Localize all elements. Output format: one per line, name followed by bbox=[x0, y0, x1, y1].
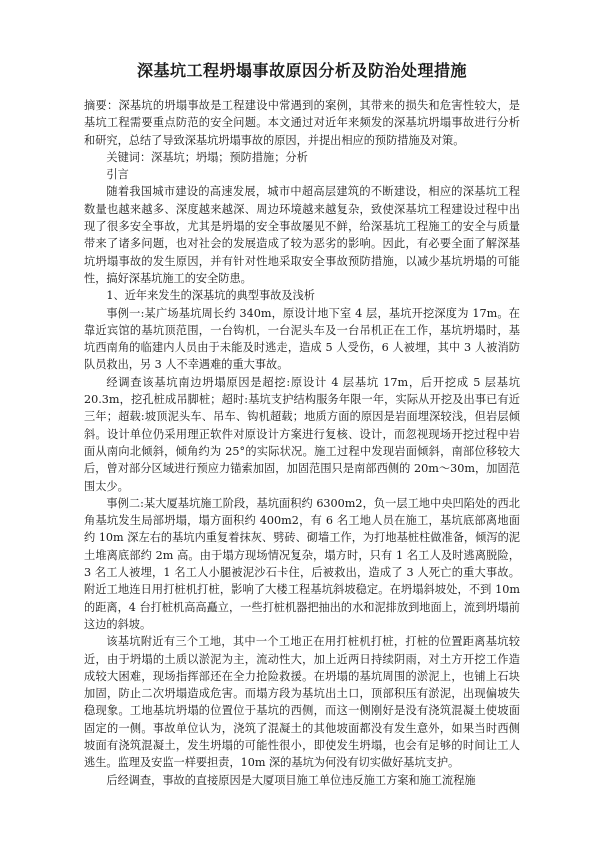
keywords: 关键词：深基坑；坍塌；预防措施；分析 bbox=[106, 150, 308, 164]
intro-heading: 引言 bbox=[106, 168, 129, 182]
section-heading: 1、近年来发生的深基坑的典型事故及浅析 bbox=[106, 289, 315, 303]
case-one-paragraph: 事例一:某广场基坑周长约 340m，原设计地下室 4 层，基坑开挖深度为 17m。在靠近宾馆的基坑顶范围，一台钩机，一台泥头车及一台吊机正在工作，基坑坍塌时，基坑西南角的临建内人员由于未能及时逃走，造成 5 人受伤，6 人被埋，其中 3 人被消防队员救出，另 3 人不幸遇难的重大事故。 bbox=[84, 306, 520, 372]
conclusion-paragraph: 后经调查，事故的直接原因是大厦项目施工单位违反施工方案和施工流程施 bbox=[106, 773, 476, 787]
case-two-paragraph: 事例二:某大厦基坑施工阶段，基坑面积约 6300m2，负一层工地中央凹陷处的西北角基坑发生局部坍塌，塌方面积约 400m2，有 6 名工地人员在施工，基坑底部离地面约 10m 深左右的基坑内重复着抹灰、劈砖、砌墙工作，为打地基桩柱做准备，倾泻的泥土堆离底部约 2m 高。由于塌方现场情况复杂，塌方时，只有 1 名工人及时逃离脱险，3 名工人被埋，1 名工人小腿被泥沙石卡住，后被救出，造成了 3 人死亡的重大事故。附近工地连日用打桩机打桩，影响了大楼工程基坑斜坡稳定。在坍塌斜坡处，不到 10m 的距离，4 台打桩机高高矗立，一些打桩机器把抽出的水和泥排放到地面上，流到坍塌前这边的斜坡。 bbox=[84, 496, 520, 631]
case-one-analysis-paragraph: 经调查该基坑南边坍塌原因是超挖:原设计 4 层基坑 17m，后开挖成 5 层基坑 20.3m，挖孔桩成吊脚桩；超时:基坑支护结构服务年限一年，实际从开挖及出事已有近三年；超载:坡顶泥头车、吊车、钩机超载；地质方面的原因是岩面埋深较浅，但岩层倾斜。设计单位仍采用理正软件对原设计方案进行复核、设计，而忽视现场开挖过程中岩面从南向北倾斜，倾角约为 25°的实际状况。施工过程中发现岩面倾斜，南部位移较大后，曾对部分区域进行预应力锚索加固，加固范围只是南部西侧的 20m～30m，加固范围太少。 bbox=[84, 375, 520, 493]
document-title: 深基坑工程坍塌事故原因分析及防治处理措施 bbox=[136, 61, 467, 80]
case-two-analysis-paragraph: 该基坑附近有三个工地，其中一个工地正在用打桩机打桩，打桩的位置距离基坑较近，由于坍塌的土质以淤泥为主，流动性大，加上近两日持续阴雨，对土方开挖工作造成较大困难，现场指挥部还在全力抢险救援。在坍塌的基坑周围的淤泥上，也铺上石块加固，防止二次坍塌造成危害。而塌方段为基坑出土口，顶部积压有淤泥，出现偏坡失稳现象。工地基坑坍塌的位置位于基坑的西侧，而这一侧刚好是没有浇筑混凝土使坡面固定的一侧。事故单位认为，浇筑了混凝土的其他坡面都没有发生意外，如果当时西侧坡面有浇筑混凝土，发生坍塌的可能性很小，即使发生坍塌，也会有足够的时间让工人逃生。监理及安监一样要担责，10m 深的基坑为何没有切实做好基坑支护。 bbox=[84, 635, 520, 770]
abstract: 摘要：深基坑的坍塌事故是工程建设中常遇到的案例，其带来的损失和危害性较大，是基坑工程需要重点防范的安全问题。本文通过对近年来频发的深基坑坍塌事故进行分析和研究，总结了导致深基坑坍塌事故的原因，并提出相应的预防措施及对策。 bbox=[84, 99, 520, 147]
intro-paragraph: 随着我国城市建设的高速发展，城市中超高层建筑的不断建设，相应的深基坑工程数量也越来越多、深度越来越深、周边环境越来越复杂，致使深基坑工程建设过程中出现了很多安全事故，尤其是坍塌的安全事故屡见不鲜，给深基坑工程施工的安全与质量带来了诸多问题，也对社会的发展造成了较为恶劣的影响。因此，有必要全面了解深基坑坍塌事故的发生原因，并有针对性地采取安全事故预防措施，以减少基坑坍塌的可能性，搞好深基坑施工的安全防患。 bbox=[84, 185, 520, 285]
